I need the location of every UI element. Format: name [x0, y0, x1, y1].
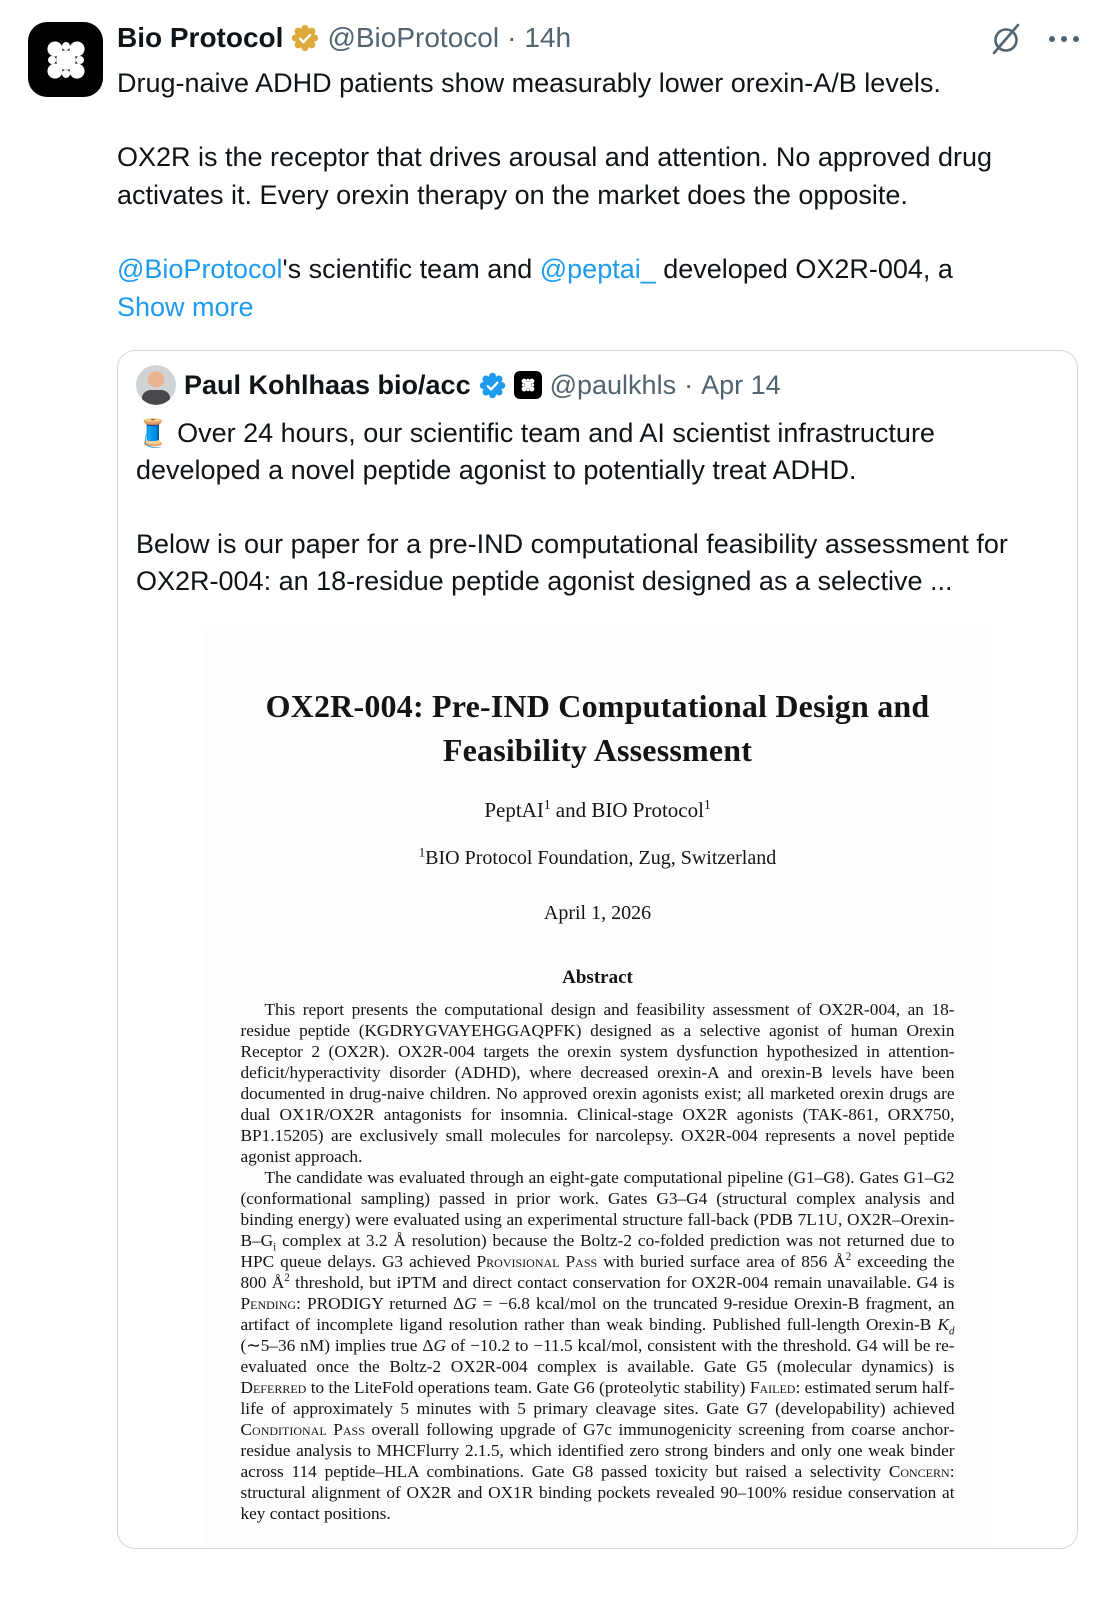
quoted-text-para2: Below is our paper for a pre-IND computational feasibility assessment for OX2R-004: an 18-residue peptide agonist designed as a selective ... [136, 529, 1008, 596]
tweet-actions [989, 22, 1081, 56]
paper-title: OX2R-004: Pre-IND Computational Design and Feasibility Assessment [265, 688, 930, 768]
paper-attachment-image[interactable] [203, 626, 993, 1548]
quoted-display-name[interactable]: Paul Kohlhaas bio/acc [184, 370, 471, 400]
timestamp[interactable]: 14h [524, 22, 572, 53]
blue-verified-badge-icon [479, 372, 506, 399]
bio-protocol-avatar[interactable] [28, 22, 103, 97]
more-menu-icon[interactable] [1047, 34, 1081, 44]
quoted-tweet-card[interactable] [117, 350, 1078, 1549]
gold-verified-badge-icon [291, 24, 319, 52]
paper-affiliation: $^1$BIO Protocol Foundation, Zug, Switzerland [418, 845, 777, 869]
bio-protocol-logo-icon [37, 31, 95, 89]
paper-abstract-para2: The candidate was evaluated through an eight-gate computational pipeline (G1–G8). Gates G1–G2 (conformational sampling) passed in prior work. Gates G3–G4 (structural complex analysis and binding energy) were evaluated using an experimental structure fall-back (PDB 7L1U, $OX2R-Orexin-B-G_i$ complex at 3.2 Å resolution) because the Boltz-2 co-folded prediction was not returned due to HPC queue delays. G3 achieved Provisional Pass with buried surface area of 856 $Å^2$ exceeding the 800 $Å^2$ threshold, but iPTM and direct contact conservation for OX2R-004 remain unavailable. G4 is Pending: PRODIGY returned ΔG = −6.8 kcal/mol on the truncated 9-residue Orexin-B fragment, an artifact of incomplete ligand resolution rather than weak binding. Published full-length Orexin-B $K_d$ (∼5–36 nM) implies true ΔG of −10.2 to −11.5 kcal/mol, consistent with the threshold. G4 will be re-evaluated once the Boltz-2 OX2R-004 complex is available. Gate G5 (molecular dynamics) is Deferred to the LiteFold operations team. Gate G6 (proteolytic stability) Failed: estimated serum half-life of approximately 5 minutes with 5 primary cleavage sites. Gate G7 (developability) achieved Conditional Pass overall following upgrade of G7c immunogenicity screening from coarse anchor-residue analysis to MHCFlurry 2.1.5, which identified zero strong binders and only one weak binder across 114 peptide–HLA combinations. Gate G8 passed toxicity but raised a selectivity Concern: structural alignment of OX2R and OX1R binding pockets revealed 90–100% residue conservation at key contact positions. [240, 1168, 955, 1523]
show-more-link[interactable]: Show more [117, 292, 254, 322]
grok-actions-icon[interactable] [989, 22, 1023, 56]
quoted-timestamp[interactable]: Apr 14 [701, 370, 781, 400]
paper-abstract-para1: This report presents the computational design and feasibility assessment of OX2R-004, an 18-residue peptide (KGDRYGVAYEHGGAQPFK) designed as a selective agonist of human Orexin Receptor 2 (OX2R). OX2R-004 targets the orexin system dysfunction hypothesized in attention-deficit/hyperactivity disorder (ADHD), where decreased orexin-A and orexin-B levels have been documented in drug-naive children. No approved orexin agonists exist; all marketed orexin drugs are dual OX1R/OX2R antagonists for insomnia. Clinical-stage OX2R agonists (TAK-861, ORX750, BP1.15205) are exclusively small molecules for narcolepsy. OX2R-004 represents a novel peptide agonist approach. [240, 1000, 955, 1166]
tweet-text-para2: OX2R is the receptor that drives arousal and attention. No approved drug activates it. Every orexin therapy on the market does the opposite. [117, 142, 993, 210]
paper-date: April 1, 2026 [543, 902, 652, 924]
quoted-tweet-header [136, 365, 1059, 405]
display-name[interactable]: Bio Protocol [117, 22, 284, 53]
bio-protocol-affiliate-badge-icon[interactable] [514, 371, 542, 399]
tweet-text-para1: Drug-naive ADHD patients show measurably lower orexin-A/B levels. [117, 68, 941, 98]
quoted-user-handle[interactable]: @paulkhls [549, 370, 677, 400]
user-handle[interactable]: @BioProtocol [327, 22, 500, 53]
paper-authors: PeptAI$^1$ and BIO Protocol$^1$ [484, 797, 711, 822]
paul-kohlhaas-avatar[interactable] [136, 365, 176, 405]
quoted-separator-dot: · [684, 370, 694, 400]
quoted-text-para1: 🧵 Over 24 hours, our scientific team and AI scientist infrastructure developed a novel peptide agonist to potentially treat ADHD. [136, 418, 935, 485]
separator-dot: · [507, 22, 517, 53]
tweet-text-para3: @BioProtocol's scientific team and @peptai_ developed OX2R-004, a [117, 254, 953, 284]
paper-abstract-heading: Abstract [562, 967, 633, 988]
tweet-header [117, 20, 1078, 56]
